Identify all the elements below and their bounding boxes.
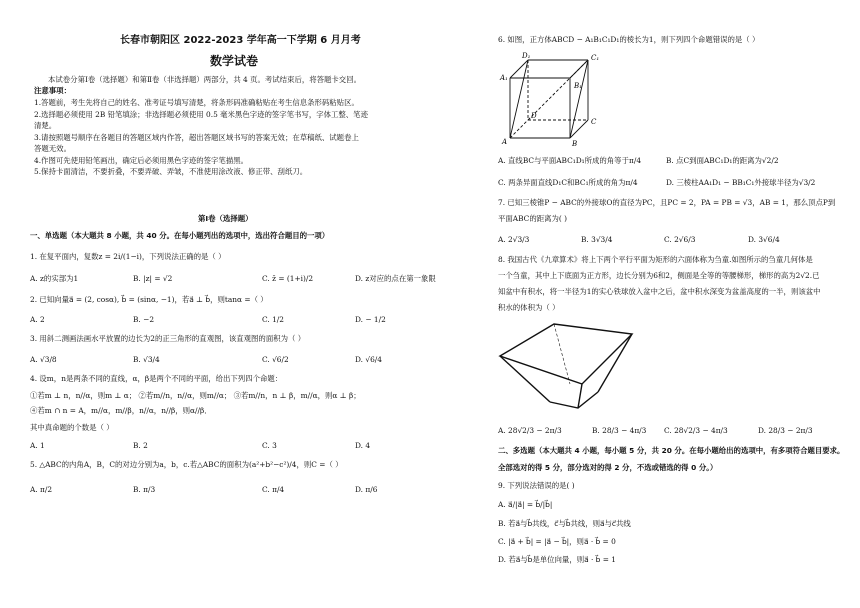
q4-stem: 4. 设m，n是两条不同的直线，α，β是两个不同的平面，给出下列四个命题：	[30, 374, 283, 383]
q3-option-b: B. √3/4	[133, 355, 160, 364]
left-column	[30, 0, 436, 608]
q8-option-b: B. 28/3 − 4π/3	[592, 426, 647, 435]
part2-line-2: 全部选对的得 5 分，部分选对的得 2 分，不选或错选的得 0 分。）	[498, 463, 718, 472]
q3-option-c: C. √6/2	[262, 355, 289, 364]
exam-title: 长春市朝阳区 2022-2023 学年高一下学期 6 月月考	[120, 35, 361, 46]
q2-option-c: C. 1/2	[262, 315, 284, 324]
q7-option-b: B. 3√3/4	[581, 235, 613, 244]
section1-title: 第Ⅰ卷（选择题）	[198, 214, 253, 223]
q8-line-2: 一个刍童，其中上下底面为正方形，边长分别为6和2，侧面是全等的等腰梯形，梯形的高为2√2.已	[498, 271, 820, 280]
q6-option-a: A. 直线BC与平面ABC₁D₁所成的角等于π/4	[498, 156, 642, 165]
q5-option-a: A. π/2	[30, 485, 53, 494]
label-b: B	[572, 140, 578, 148]
q1-option-b: B. |z| = √2	[133, 274, 173, 283]
q6-option-c: C. 两条异面直线D₁C和BC₁所成的角为π/4	[498, 178, 638, 187]
q7-stem: 7. 已知三棱锥P − ABC的外接球O的直径为PC，且PC = 2，PA = PB = √3，AB = 1，那么顶点P到	[498, 198, 836, 207]
q6-stem: 6. 如图，正方体ABCD − A₁B₁C₁D₁的棱长为1，则下列四个命题错误的是（ ）	[498, 35, 760, 44]
part1-heading: 一、单选题（本大题共 8 小题，共 40 分。在每小题列出的选项中，选出符合题目的一项）	[30, 231, 330, 240]
notice-3: 3.请按照题号顺序在各题目的答题区域内作答，超出答题区域书写的答案无效；在草稿纸、试题卷上	[34, 133, 359, 142]
q8-option-c: C. 28√2/3 − 4π/3	[664, 426, 728, 435]
q4-line-2: ④若m ∩ n = A，m//α，m//β，n//α，n//β，则α//β．	[30, 406, 212, 415]
cube-figure	[498, 50, 608, 150]
notice-4: 4.作图可先使用铅笔画出，确定后必须用黑色字迹的签字笔描黑。	[34, 156, 248, 165]
q9-option-a: A. a⃗/|a⃗| = b⃗/|b⃗|	[498, 500, 553, 509]
label-b1: B₁	[574, 82, 582, 90]
q9-option-b: B. 若a⃗与b⃗共线，c⃗与b⃗共线，则a⃗与c⃗共线	[498, 519, 631, 528]
q4-line-3: 其中真命题的个数是（ ）	[30, 423, 114, 432]
q3-option-d: D. √6/4	[355, 355, 382, 364]
notice-3b: 答题无效。	[34, 144, 71, 153]
q7-option-c: C. 2√6/3	[664, 235, 696, 244]
q9-stem: 9. 下列说法错误的是( )	[498, 481, 575, 490]
q3-option-a: A. √3/8	[30, 355, 57, 364]
q5-option-c: C. π/4	[262, 485, 285, 494]
q8-line-1: 8. 我国古代《九章算术》将上下两个平行平面为矩形的六面体称为刍童.如图所示的刍童几何体是	[498, 255, 813, 264]
q1-stem: 1. 在复平面内，复数z = 2i/(1−i)，下列说法正确的是（ ）	[30, 252, 226, 261]
q9-option-c: C. |a⃗ + b⃗| = |a⃗ − b⃗|，则a⃗ · b⃗ = 0	[498, 537, 616, 546]
q4-option-a: A. 1	[30, 441, 45, 450]
frustum-figure	[498, 318, 648, 418]
q2-option-b: B. −2	[133, 315, 155, 324]
label-d1: D₁	[522, 52, 531, 60]
q8-line-4: 积水的体积为（ ）	[498, 303, 560, 312]
part2-line-1: 二、多选题（本大题共 4 小题，每小题 5 分，共 20 分。在每小题给出的选项中，有多项符合题目要求。	[498, 446, 845, 455]
notice-2b: 清楚。	[34, 121, 57, 130]
q3-stem: 3. 用斜二测画法画水平放置的边长为2的正三角形的直观图，该直观图的面积为（ ）	[30, 334, 306, 343]
notice-5: 5.保持卡面清洁，不要折叠，不要弄破、弄皱，不准使用涂改液、修正带、刮纸刀。	[34, 167, 308, 176]
q4-option-d: D. 4	[355, 441, 371, 450]
q2-option-d: D. − 1/2	[355, 315, 386, 324]
right-column	[458, 0, 858, 608]
label-d: D	[531, 112, 537, 120]
q8-option-d: D. 28/3 − 2π/3	[758, 426, 813, 435]
q1-option-d: D. z对应的点在第一象限	[355, 274, 436, 283]
q1-option-a: A. z的实部为1	[30, 274, 79, 283]
notice-title: 注意事项：	[34, 86, 71, 95]
label-c: C	[591, 118, 597, 126]
q9-option-d: D. 若a⃗与b⃗是单位向量，则a⃗ · b⃗ = 1	[498, 555, 616, 564]
q5-option-d: D. π/6	[355, 485, 378, 494]
q5-option-b: B. π/3	[133, 485, 156, 494]
q4-option-c: C. 3	[262, 441, 277, 450]
q6-option-b: B. 点C到面ABC₁D₁的距离为√2/2	[666, 156, 779, 165]
label-c1: C₁	[591, 54, 600, 62]
label-a1: A₁	[500, 74, 508, 82]
q6-option-d: D. 三棱柱AA₁D₁ − BB₁C₁外接球半径为√3/2	[666, 178, 816, 187]
q2-option-a: A. 2	[30, 315, 45, 324]
q5-stem: 5. △ABC的内角A，B，C的对边分别为a，b，c.若△ABC的面积为(a²+b²−c²)/4，则C =（ ）	[30, 460, 343, 469]
q7-option-d: D. 3√6/4	[748, 235, 780, 244]
q4-option-b: B. 2	[133, 441, 148, 450]
notice-2: 2.选择题必须使用 2B 铅笔填涂；非选择题必须使用 0.5 毫米黑色字迹的签字笔书写，字体工整、笔迹	[34, 110, 368, 119]
label-a: A	[502, 138, 508, 146]
q8-line-3: 知盆中有积水，将一半径为1的实心铁球放入盆中之后，盆中积水深变为盆盖高度的一半，则该盆中	[498, 287, 821, 296]
notice-1: 1.答题前，考生先将自己的姓名、准考证号填写清楚，将条形码准确粘贴在考生信息条形码粘贴区。	[34, 98, 359, 107]
q7-option-a: A. 2√3/3	[498, 235, 530, 244]
q7-stem-2: 平面ABC的距离为( )	[498, 214, 568, 223]
q1-option-c: C. z̄ = (1+i)/2	[262, 274, 314, 283]
q2-stem: 2. 已知向量a⃗ = (2, cosα), b⃗ = (sinα, −1)，若a⃗ ⊥ b⃗，则tanα =（ ）	[30, 295, 268, 304]
exam-subtitle: 数学试卷	[210, 54, 259, 68]
intro-line: 本试卷分第Ⅰ卷（选择题）和第Ⅱ卷（非选择题）两部分，共 4 页。考试结束后，将答题卡交回。	[48, 75, 361, 84]
q8-option-a: A. 28√2/3 − 2π/3	[498, 426, 562, 435]
q4-line-1: ①若m ⊥ n，n//α，则m ⊥ α； ②若m//n，n//α，则m//α； ③若m//n，n ⊥ β，m//α，则α ⊥ β；	[30, 391, 361, 400]
